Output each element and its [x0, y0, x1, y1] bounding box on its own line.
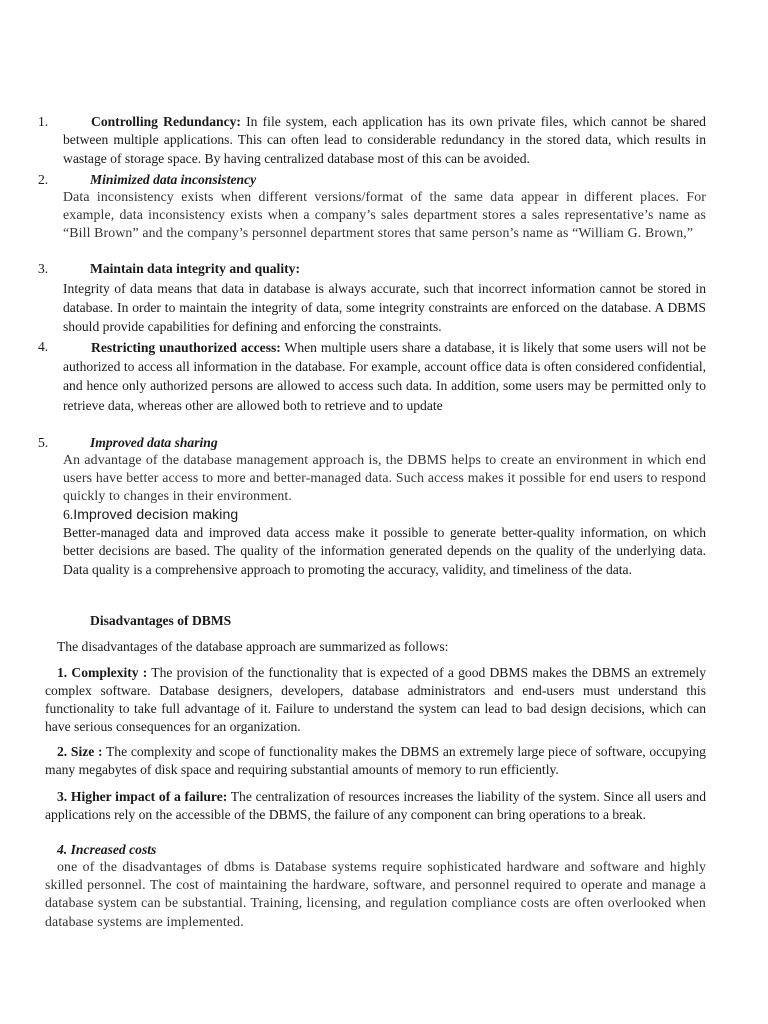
item-heading: Improved data sharing — [90, 435, 218, 450]
list-number: 4. — [38, 339, 49, 354]
list-number: 6. — [63, 507, 74, 522]
section-intro: The disadvantages of the database approach are summarized as follows: — [57, 639, 449, 654]
item-body: one of the disadvantages of dbms is Database systems require sophisticated hardware and software and highly skilled personnel. The cost of maintaining the hardware, software, and personnel required to operate and manage a database system can be substantial. Training, licensing, and regulation compliance costs are often overlooked when database systems are implemented. — [45, 859, 706, 929]
item-body: The provision of the functionality that is expected of a good DBMS makes the DBMS an extremely complex software. Database designers, developers, database administrators and end-users must understand this functionality to take full advantage of it. Failure to understand the system can lead to bad design decisions, which can have serious consequences for an organization. — [45, 665, 707, 734]
item-body: Better-managed data and improved data access make it possible to generate better-quality information, on which better decisions are based. The quality of the information generated depends on the quality of the underlying data. Data quality is a comprehensive approach to promoting the accuracy, validity, and timeliness of the data. — [63, 525, 706, 577]
item-heading: Maintain data integrity and quality: — [90, 261, 300, 276]
list-item — [45, 788, 706, 823]
list-number: 5. — [38, 435, 49, 450]
item-heading: Controlling Redundancy: — [91, 114, 241, 129]
item-body: Data inconsistency exists when different versions/format of the same data appear in different places. For example, data inconsistency exists when a company’s sales department stores a sales representative’s name as “Bill Brown” and the company’s personnel department stores that same person’s name as “William G. Brown,” — [63, 189, 706, 241]
item-body: An advantage of the database management approach is, the DBMS helps to create an environment in which end users have better access to more and better-managed data. Such access makes it possible for end users to respond quickly to changes in their environment. — [63, 452, 706, 504]
item-body: When multiple users share a database, it is likely that some users will not be authorized to access all information in the database. For example, account office data is often considered confidential, and hence only authorized persons are allowed to access such data. In addition, some users may be permitted only to retrieve data, whereas other are allowed both to retrieve and to update — [63, 340, 706, 413]
item-body: The complexity and scope of functionality makes the DBMS an extremely large piece of software, occupying many megabytes of disk space and requiring substantial amounts of memory to run efficiently. — [45, 744, 706, 777]
item-heading: 2. Size : — [57, 744, 103, 759]
list-item — [63, 113, 706, 168]
item-heading: Restricting unauthorized access: — [91, 340, 281, 355]
item-heading: 1. Complexity : — [57, 665, 148, 680]
list-item — [63, 338, 706, 415]
item-heading: Minimized data inconsistency — [90, 172, 257, 187]
item-heading: 4. Increased costs — [57, 842, 157, 857]
list-item — [45, 743, 706, 779]
item-heading: 3. Higher impact of a failure: — [57, 789, 228, 804]
item-body: Integrity of data means that data in database is always accurate, such that incorrect information cannot be stored in database. In order to maintain the integrity of data, some integrity constraints are enforced on the database. A DBMS should provide capabilities for defining and enforcing the constraints. — [63, 281, 706, 334]
list-number: 2. — [38, 172, 49, 187]
list-item-heading — [63, 505, 238, 524]
item-body: In file system, each application has its own private files, which cannot be shared between multiple applications. This can often lead to considerable redundancy in the stored data, which results in wastage of storage space. By having centralized database most of this can be avoided. — [63, 114, 706, 166]
list-number: 1. — [38, 114, 49, 129]
item-body: The centralization of resources increases the liability of the system. Since all users and applications rely on the accessible of the DBMS, the failure of any component can bring operations to a break. — [45, 789, 707, 822]
list-number: 3. — [38, 261, 49, 276]
item-heading: Improved decision making — [73, 506, 239, 522]
section-title: Disadvantages of DBMS — [90, 613, 232, 628]
list-item — [45, 664, 706, 736]
